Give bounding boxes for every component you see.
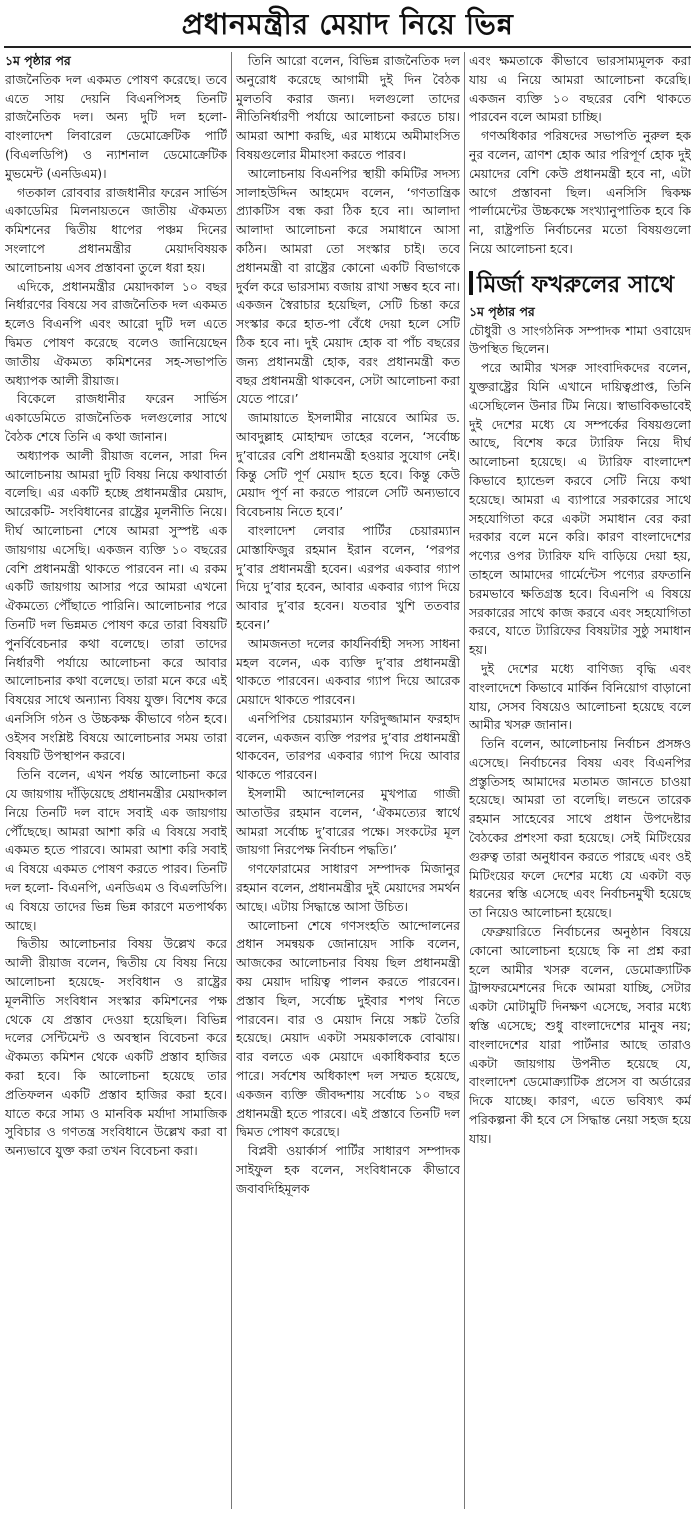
paragraph: এনপিপির চেয়ারম্যান ফরিদুজ্জামান ফরহাদ বলেন, একজন ব্যক্তি পরপর দু’বার প্রধানমন্ত্রী থাকবেন, তারপর একবার গ্যাপ দিয়ে আবার থাকতে পারবেন। bbox=[236, 710, 460, 783]
paragraph: অধ্যাপক আলী রীয়াজ বলেন, সারা দিন আলোচনায় আমরা দুটি বিষয় নিয়ে কথাবার্তা বলেছি। এর একটি হচ্ছে প্রধানমন্ত্রীর মেয়াদ, আরেকটি- সংবিধানের রাষ্ট্রের মূলনীতি নিয়ে। দীর্ঘ আলোচনা শেষে আমরা সুস্পষ্ট এক জায়গায় এসেছি। একজন ব্যক্তি ১০ বছরের বেশি প্রধানমন্ত্রী থাকতে পারবেন না। এ রকম একটি জায়গায় আসার পরে আমরা এখনো ঐকমত্যে পৌঁছাতে পারিনি। আলোচনার পরে তিনটি দল ভিন্নমত পোষণ করে তারা বিষয়টি পুনর্বিবেচনার কথা বলেছে। তারা তাদের নির্ধারণী পর্যায়ে আলোচনা করে আবার আলোচনার কথা বলেছে। তারা মনে করে এই বিষয়ের সাথে অন্যান্য বিষয় যুক্ত। বিশেষ করে এনসিসি গঠন ও উচ্চকক্ষ কীভাবে গঠন হবে। ওইসব সংশ্লিষ্ট বিষয়ে আলোচনার সময় তারা বিষয়টি উপস্থাপন করবে। bbox=[5, 447, 227, 764]
continued-from-label: ১ম পৃষ্ঠার পর bbox=[469, 303, 535, 319]
paragraph: গণফোরামের সাধারণ সম্পাদক মিজানুর রহমান বলেন, প্রধানমন্ত্রীর দুই মেয়াদের সমর্থন আছে। এটায় সিদ্ধান্তে আসা উচিত। bbox=[236, 861, 460, 914]
subheadline-bar bbox=[469, 271, 473, 295]
paragraph: রাজনৈতিক দল একমত পোষণ করেছে। তবে এতে সায় দেয়নি বিএনপিসহ তিনটি রাজনৈতিক দল। অন্য দুটি দল হলো- বাংলাদেশ লিবারেল ডেমোক্রেটিক পার্টি (বিএলডিপি) ও ন্যাশনাল ডেমোক্রেটিক মুভমেন্ট (এনডিএম)। bbox=[5, 71, 227, 181]
subheadline-text: মির্জা ফখরুলের সাথে bbox=[477, 270, 675, 298]
paragraph: বিকেলে রাজধানীর ফরেন সার্ভিস একাডেমিতে রাজনৈতিক দলগুলোর সাথে বৈঠক শেষে তিনি এ কথা জানান। bbox=[5, 391, 227, 444]
paragraph: আলোচনা শেষে গণসংহতি আন্দোলনের প্রধান সমন্বয়ক জোনায়েদ সাকি বলেন, আজকের আলোচনার বিষয় ছিল প্রধানমন্ত্রী কয় মেয়াদ দায়িত্ব পালন করতে পারবেন। প্রস্তাব ছিল, সর্বোচ্চ দুইবার শপথ নিতে পারবেন। বার ও মেয়াদ নিয়ে সঙ্কট তৈরি হয়েছে। মেয়াদ একটা সময়কালকে বোঝায়। বার বলতে এক মেয়াদে একাধিকবার হতে পারে। সর্বশেষ অধিকাংশ দল সম্মত হয়েছে, একজন ব্যক্তি জীবদ্দশায় সর্বোচ্চ ১০ বছর প্রধানমন্ত্রী হতে পারবে। এই প্রস্তাবে তিনটি দল দ্বিমত পোষণ করেছে। bbox=[236, 917, 460, 1140]
column-rule bbox=[231, 52, 232, 1509]
paragraph: আলোচনায় বিএনপির স্থায়ী কমিটির সদস্য সালাহউদ্দিন আহমেদ বলেন, ‘গণতান্ত্রিক প্র্যাকটিস বন্ধ করা ঠিক হবে না। আলাদা আলাদা আলোচনা করে সমাধানে আসা কঠিন। আমরা তো সংস্কার চাই। তবে প্রধানমন্ত্রী বা রাষ্ট্রের কোনো একটি বিভাগকে দুর্বল করে ভারসাম্য বজায় রাখা সম্ভব হবে না। একজন স্বৈরাচার হয়েছিল, সেটি চিন্তা করে সংস্কার করে হাত-পা বেঁধে দেয়া হলে সেটি ঠিক হবে না। দুই মেয়াদ হোক বা পাঁচ বছরের জন্য প্রধানমন্ত্রী হোক, বরং প্রধানমন্ত্রী কত বছর প্রধানমন্ত্রী থাকবেন, সেটা আলোচনা করা যেতে পারে।’ bbox=[236, 165, 460, 407]
paragraph: তিনি বলেন, আলোচনায় নির্বাচন প্রসঙ্গও এসেছে। নির্বাচনের বিষয় এবং বিএনপির প্রস্তুতিসহ আমাদের মতামত জানতে চাওয়া হয়েছে। আমরা তা বলেছি। লন্ডনে তারেক রহমান সাহেবের সাথে প্রধান উপদেষ্টার বৈঠকের প্রশংসা করা হয়েছে। সেই মিটিংয়ের গুরুত্ব তারা অনুধাবন করতে পারছে এবং ওই মিটিংয়ের ফলে দেশের মধ্যে যে একটা বড় ধরনের স্বস্তি এসেছে এবং নির্বাচনমুখী হয়েছে তা নিয়েও আলোচনা হয়েছে। bbox=[469, 736, 691, 921]
paragraph: গতকাল রোববার রাজধানীর ফরেন সার্ভিস একাডেমির মিলনায়তনে জাতীয় ঐকমত্য কমিশনের দ্বিতীয় ধাপের পঞ্চম দিনের সংলাপে প্রধানমন্ত্রীর মেয়াদবিষয়ক আলোচনায় এসব প্রস্তাবনা তুলে ধরা হয়। bbox=[5, 184, 227, 275]
paragraph: দুই দেশের মধ্যে বাণিজ্য বৃদ্ধি এবং বাংলাদেশে কিভাবে মার্কিন বিনিয়োগ বাড়ানো যায়, সেসব বিষয়েও আলোচনা হয়েছে বলে আমীর খসরু জানান। bbox=[469, 660, 691, 733]
paragraph: তিনি আরো বলেন, বিভিন্ন রাজনৈতিক দল অনুরোধ করেছে আগামী দুই দিন বৈঠক মুলতবি করার জন্য। দলগুলো তাদের নীতিনির্ধারণী পর্যায়ে আলোচনা করতে চায়। আমরা আশা করছি, এর মাধ্যমে অমীমাংসিত বিষয়গুলোর মীমাংসা করতে পারব। bbox=[236, 53, 460, 162]
paragraph: গণঅধিকার পরিষদের সভাপতি নুরুল হক নুর বলেন, ত্রাণশ হোক আর পরিপূর্ণ হোক দুই মেয়াদের বেশি কেউ প্রধানমন্ত্রী হবে না, এটা আগে প্রস্তাবনা ছিল। এনসিসি দ্বিকক্ষ পার্লামেন্টের উচ্চকক্ষে সংখ্যানুপাতিক হবে কি না, রাষ্ট্রপতি নির্বাচনের মতো বিষয়গুলো নিয়ে আলোচনা হবে। bbox=[469, 128, 691, 256]
paragraph: এবং ক্ষমতাকে কীভাবে ভারসাম্যমূলক করা যায় এ নিয়ে আমরা আলোচনা করেছি। একজন ব্যক্তি ১০ বছরের বেশি থাকতে পারবেন বলে আমরা চাচ্ছি। bbox=[469, 53, 691, 125]
paragraph: তিনি বলেন, এখন পর্যন্ত আলোচনা করে যে জায়গায় দাঁড়িয়েছে প্রধানমন্ত্রীর মেয়াদকাল নিয়ে তিনটি দল বাদে সবাই এক জায়গায় পৌঁছেছে। আমরা আশা করি এ বিষয়ে সবাই একমত হতে পারবে। আমরা আশা করি সবাই এ বিষয়ে একমত পোষণ করতে পারব। তিনটি দল হলো- বিএনপি, এনডিএম ও বিএলডিপি। এ বিষয়ে তাদের ভিন্ন ভিন্ন কারণে মতপার্থক্য আছে। bbox=[5, 767, 227, 933]
paragraph: পরে আমীর খসরু সাংবাদিকদের বলেন, যুক্তরাষ্ট্রের যিনি এখানে দায়িত্বপ্রাপ্ত, তিনি এসেছিলেন উনার টিম নিয়ে। স্বাভাবিকভাবেই দুই দেশের মধ্যে যে সম্পর্কের বিষয়গুলো আছে, বিশেষ করে ট্যারিফ নিয়ে দীর্ঘ আলোচনা হয়েছে। এ ট্যারিফ বাংলাদেশ কিভাবে হ্যান্ডেল করবে সেটি নিয়ে কথা হয়েছে। আমরা এ ব্যাপারে সরকারের সাথে সহযোগিতা করে একটা সমাধান বের করা দরকার বলে মনে করি। কারণ বাংলাদেশের পণ্যের ওপর ট্যারিফ যদি বাড়িয়ে দেয়া হয়, তাহলে আমাদের গার্মেন্টেস পণ্যের রফতানি চরমভাবে ক্ষতিগ্রস্ত হবে। বিএনপি এ বিষয়ে সরকারের সাথে কাজ করবে এবং সহযোগিতা করবে, যাতে ট্যারিফের বিষয়টার সুষ্ঠু সমাধান হয়। bbox=[469, 360, 691, 658]
column-2 bbox=[236, 52, 460, 1511]
paragraph: এদিকে, প্রধানমন্ত্রীর মেয়াদকাল ১০ বছর নির্ধারণের বিষয়ে সব রাজনৈতিক দল একমত হলেও বিএনপি এবং আরো দুটি দল এতে দ্বিমত পোষণ করেছে বলেও জানিয়েছেন জাতীয় ঐকমত্য কমিশনের সহ-সভাপতি অধ্যাপক আলী রীয়াজ। bbox=[5, 278, 227, 388]
headline: প্রধানমন্ত্রীর মেয়াদ নিয়ে ভিন্ন bbox=[181, 7, 514, 41]
paragraph: চৌধুরী ও সাংগঠনিক সম্পাদক শামা ওবায়েদ উপস্থিত ছিলেন। bbox=[469, 322, 691, 357]
paragraph: আমজনতা দলের কার্যনির্বাহী সদস্য সাধনা মহল বলেন, এক ব্যক্তি দু’বার প্রধানমন্ত্রী থাকতে পারবেন। একবার গ্যাপ দিয়ে আরেক মেয়াদে থাকতে পারবেন। bbox=[236, 635, 460, 708]
paragraph: জামায়াতে ইসলামীর নায়েবে আমির ড. আবদুল্লাহ মোহাম্মদ তাহের বলেন, ‘সর্বোচ্চ দু’বারের বেশি প্রধানমন্ত্রী হওয়ার সুযোগ নেই। কিন্তু সেটি পূর্ণ মেয়াদ হতে হবে। কিন্তু কেউ মেয়াদ পূর্ণ না করতে পারলে সেটি অন্যভাবে বিবেচনায় নিতে হবে।’ bbox=[236, 410, 460, 520]
headline-rule bbox=[4, 46, 691, 48]
continued-from-label: ১ম পৃষ্ঠার পর bbox=[5, 53, 71, 68]
column-1 bbox=[5, 52, 227, 1511]
column-3 bbox=[469, 52, 691, 1511]
subheadline bbox=[469, 269, 691, 301]
paragraph: ইসলামী আন্দোলনের মুখপাত্র গাজী আতাউর রহমান বলেন, ‘ঐকমত্যের স্বার্থে আমরা সর্বোচ্চ দু’বারের পক্ষে। সংকটের মূল জায়গা নিরপেক্ষ নির্বাচন পদ্ধতি।’ bbox=[236, 786, 460, 858]
column-rule bbox=[464, 52, 465, 1509]
paragraph: দ্বিতীয় আলোচনার বিষয় উল্লেখ করে আলী রীয়াজ বলেন, দ্বিতীয় যে বিষয় নিয়ে আলোচনা হয়েছে- সংবিধান ও রাষ্ট্রের মূলনীতি সংবিধান সংস্কার কমিশনের পক্ষ থেকে যে প্রস্তাব দেওয়া হয়েছিল। বিভিন্ন দলের সেন্টিমেন্ট ও অবস্থান বিবেচনা করে ঐকমত্য কমিশন থেকে একটি প্রস্তাব হাজির করা হবে। কি আলোচনা হয়েছে তার প্রতিফলন একটি প্রস্তাব হাজির করা হবে। যাতে করে সাম্য ও মানবিক মর্যাদা সামাজিক সুবিচার ও গণতন্ত্র সংবিধানে উল্লেখ করা বা অন্যভাবে যুক্ত করা তখন বিবেচনা করা। bbox=[5, 936, 227, 1159]
paragraph: বাংলাদেশ লেবার পার্টির চেয়ারম্যান মোস্তাফিজুর রহমান ইরান বলেন, ‘পরপর দু’বার প্রধানমন্ত্রী হবেন। এরপর একবার গ্যাপ দিয়ে দু’বার হবেন, আবার একবার গ্যাপ দিয়ে আবার দু’বার হবেন। যতবার খুশি ততবার হবেন।’ bbox=[236, 522, 460, 632]
paragraph: ফেব্রুয়ারিতে নির্বাচনের অনুষ্ঠান বিষয়ে কোনো আলোচনা হয়েছে কি না প্রশ্ন করা হলে আমীর খসরু বলেন, ডেমোক্র্যাটিক ট্রান্সফরমেশনের দিকে আমরা যাচ্ছি, সেটার একটা মোটামুটি দিনক্ষণ এসেছে, সবার মধ্যে স্বস্তি এসেছে; শুধু বাংলাদেশের মানুষ নয়; বাংলাদেশের যারা পার্টনার আছে তারাও একটা জায়গায় উপনীত হয়েছে যে, বাংলাদেশ ডেমোক্র্যাটিক প্রসেস বা অর্ডারের দিকে যাচ্ছে। কারণ, এতে ভবিষ্যৎ কর্ম পরিকল্পনা কী হবে সে সিদ্ধান্ত নেয়া সহজ হয়ে যায়। bbox=[469, 924, 691, 1146]
paragraph: বিপ্লবী ওয়ার্কার্স পার্টির সাধারণ সম্পাদক সাইফুল হক বলেন, সংবিধানকে কীভাবে জবাবদিহিমূলক bbox=[236, 1143, 460, 1196]
